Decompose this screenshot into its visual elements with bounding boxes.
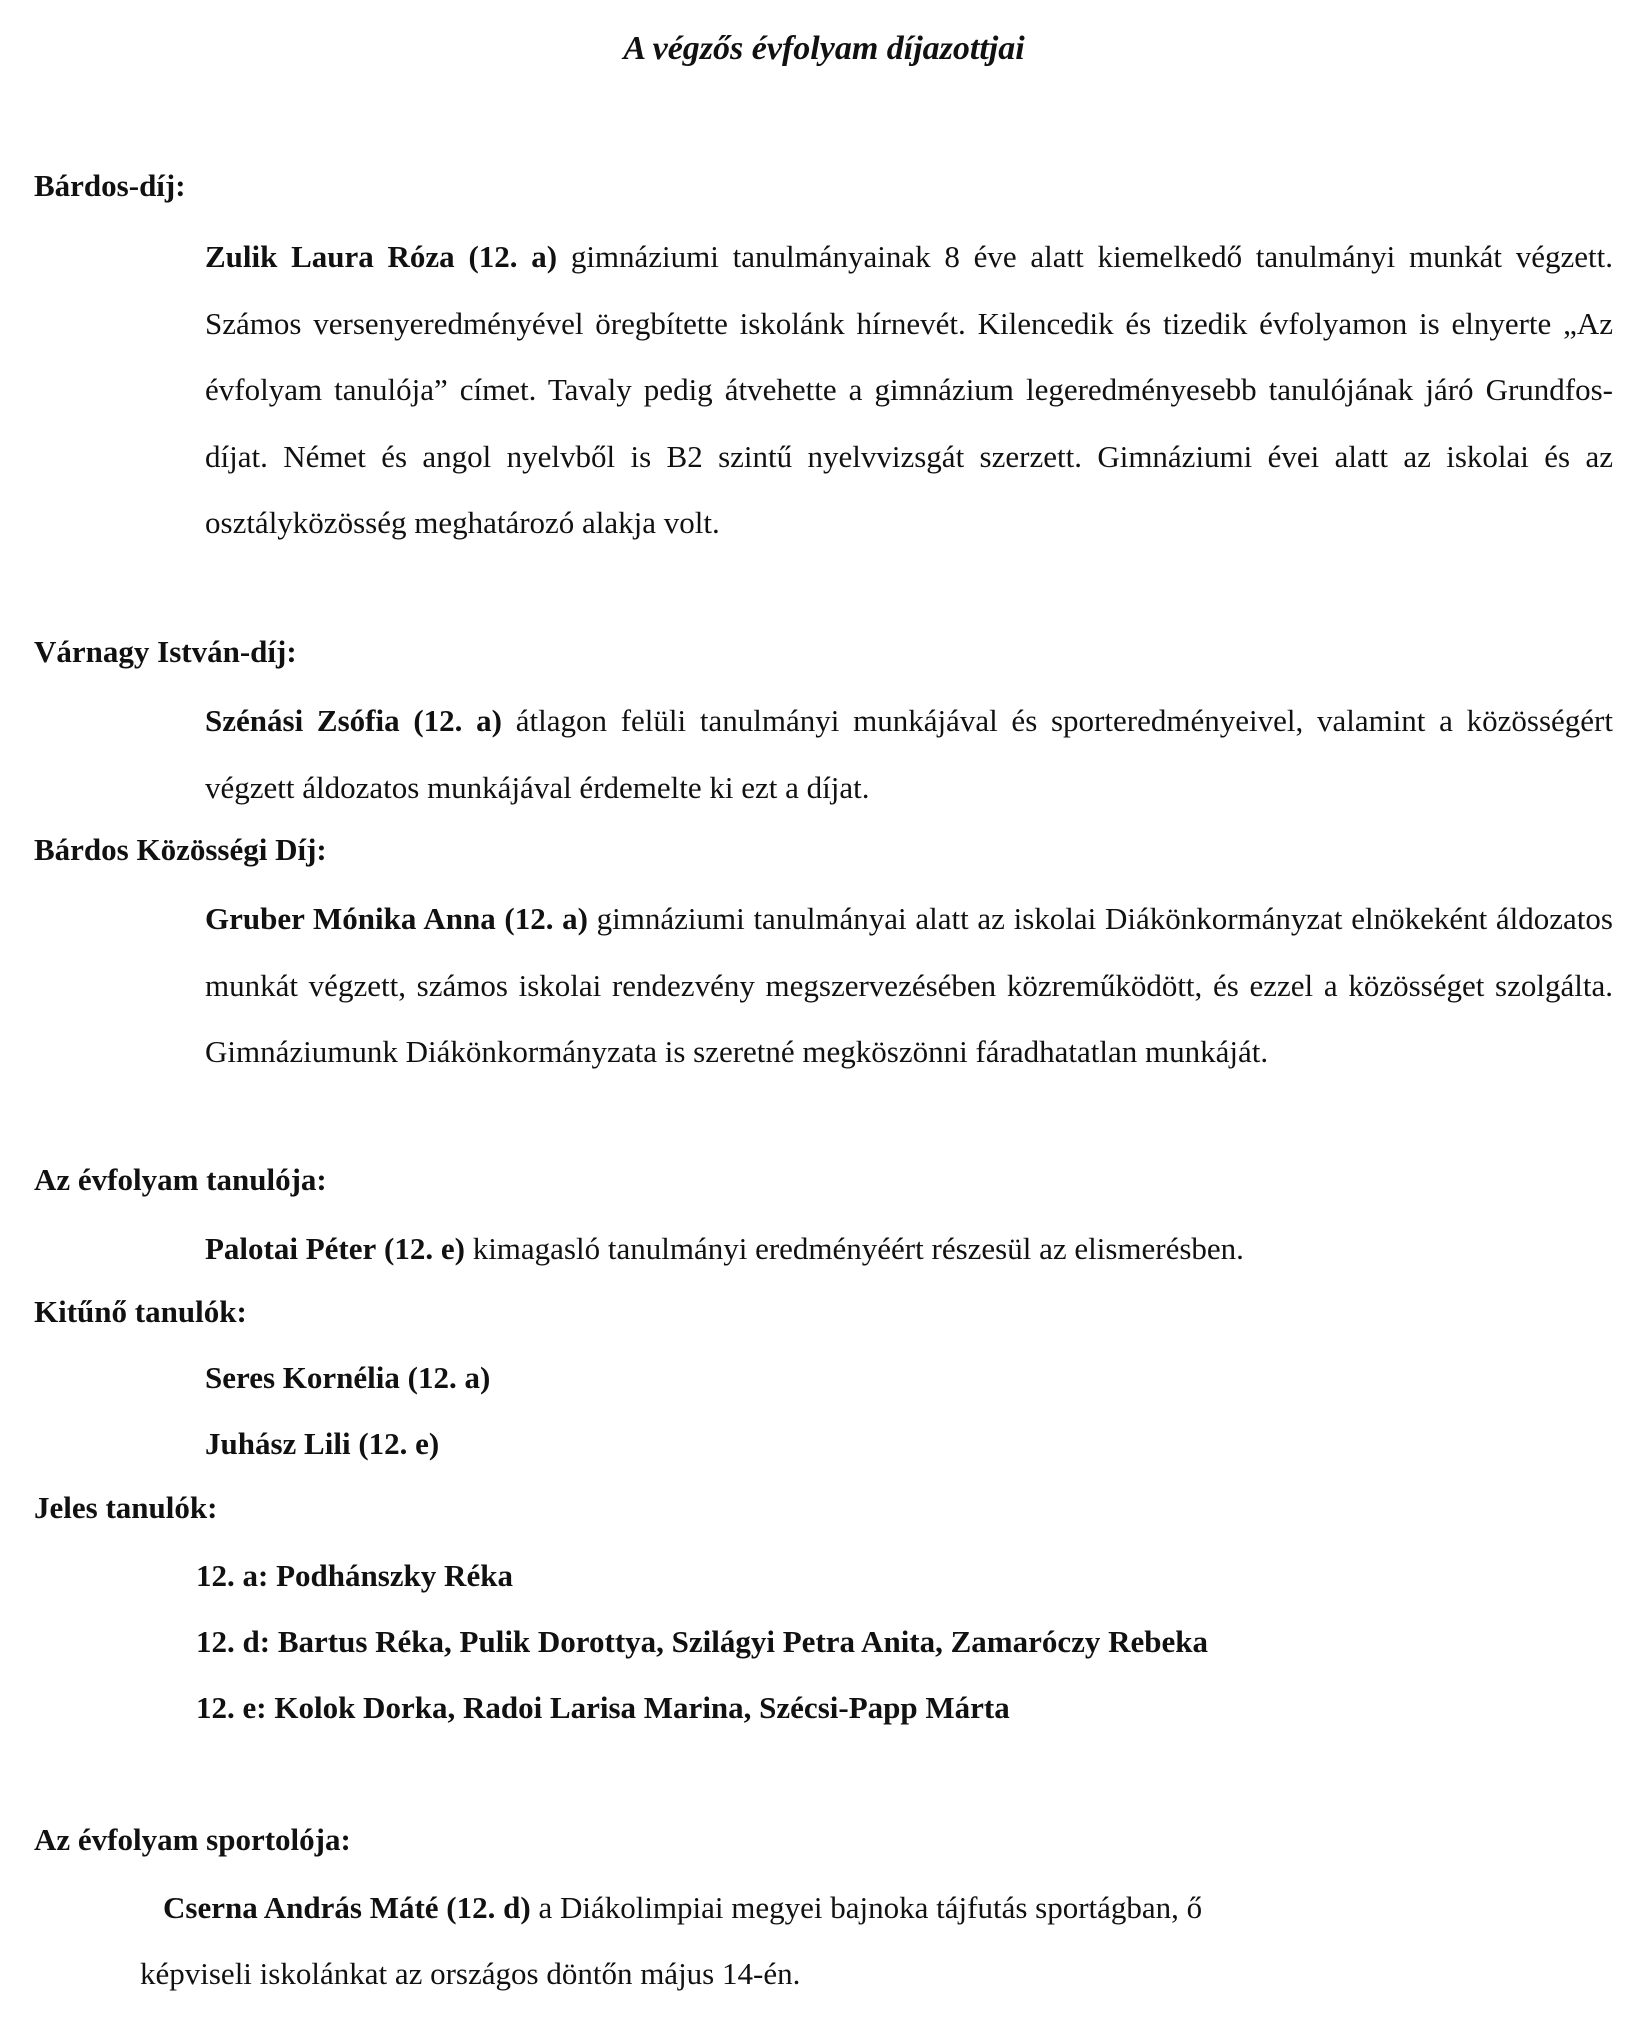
page-title: A végzős évfolyam díjazottjai [623, 30, 1025, 67]
award-paragraph-bardos [205, 224, 1613, 557]
sportolo-heading: Az évfolyam sportolója: [34, 1822, 351, 1857]
award-description: gimnáziumi tanulmányai alatt az iskolai Diákönkormányzat elnökeként áldozatos munkát végzett, számos iskolai rendezvény megszervezésében közreműködött, és ezzel a közösséget szolgálta. Gimnáziumunk Diákönkormányzata is szeretné megköszönni fáradhatatlan munkáját. [205, 901, 1613, 1069]
sportolo-line-1 [163, 1888, 1202, 1928]
student-class: (12. a) [407, 1360, 491, 1395]
award-heading-bardos: Bárdos-díj: [34, 168, 186, 203]
athlete-class: (12. d) [446, 1890, 531, 1925]
award-description: kimagasló tanulmányi eredményéért részesül az elismerésben. [464, 1231, 1244, 1266]
award-paragraph-kozossegi [205, 886, 1613, 1086]
awardee-name: Gruber Mónika Anna [205, 901, 496, 936]
kitunok-student [205, 1424, 439, 1464]
jelesek-row [196, 1622, 1208, 1662]
jelesek-row [196, 1688, 1010, 1728]
jelesek-class: 12. e: [196, 1690, 267, 1725]
award-heading-varnagy: Várnagy István-díj: [34, 634, 297, 669]
jelesek-names: Podhánszky Réka [276, 1558, 513, 1593]
student-name: Juhász Lili [205, 1426, 351, 1461]
awardee-class: (12. a) [468, 239, 558, 274]
award-heading-kozossegi: Bárdos Közösségi Díj: [34, 832, 327, 867]
award-paragraph-varnagy [205, 688, 1613, 821]
awardee-name: Szénási Zsófia [205, 703, 400, 738]
sportolo-line-2: képviseli iskolánkat az országos döntőn május 14-én. [140, 1956, 801, 1991]
athlete-name: Cserna András Máté [163, 1890, 439, 1925]
jelesek-row [196, 1556, 513, 1596]
awardee-class: (12. a) [413, 703, 502, 738]
award-description: átlagon felüli tanulmányi munkájával és sporteredményeivel, valamint a közösségért végzett áldozatos munkájával érdemelte ki ezt a díjat. [205, 703, 1613, 805]
kitunok-heading: Kitűnő tanulók: [34, 1294, 247, 1329]
award-heading-tanuloja: Az évfolyam tanulója: [34, 1162, 327, 1197]
student-name: Seres Kornélia [205, 1360, 400, 1395]
student-class: (12. e) [358, 1426, 440, 1461]
award-description: gimnáziumi tanulmányainak 8 éve alatt kiemelkedő tanulmányi munkát végzett. Számos versenyeredményével öregbítette iskolánk hírnevét. Kilencedik és tizedik évfolyamon is elnyerte „Az évfolyam tanulója” címet. Tavaly pedig átvehette a gimnázium legeredményesebb tanulójának járó Grundfos-díjat. Német és angol nyelvből is B2 szintű nyelvvizsgát szerzett. Gimnáziumi évei alatt az iskolai és az osztályközösség meghatározó alakja volt. [205, 239, 1613, 540]
jelesek-class: 12. d: [196, 1624, 271, 1659]
award-paragraph-tanuloja [205, 1216, 1613, 1283]
awardee-name: Palotai Péter [205, 1231, 377, 1266]
jelesek-heading: Jeles tanulók: [34, 1490, 218, 1525]
athlete-description: a Diákolimpiai megyei bajnoka tájfutás sportágban, ő [530, 1890, 1203, 1925]
awardee-class: (12. e) [384, 1231, 465, 1266]
jelesek-names: Bartus Réka, Pulik Dorottya, Szilágyi Petra Anita, Zamaróczy Rebeka [277, 1624, 1209, 1659]
awardee-name: Zulik Laura Róza [205, 239, 455, 274]
jelesek-names: Kolok Dorka, Radoi Larisa Marina, Szécsi-Papp Márta [274, 1690, 1010, 1725]
jelesek-class: 12. a: [196, 1558, 269, 1593]
kitunok-student [205, 1358, 490, 1398]
awardee-class: (12. a) [504, 901, 588, 936]
